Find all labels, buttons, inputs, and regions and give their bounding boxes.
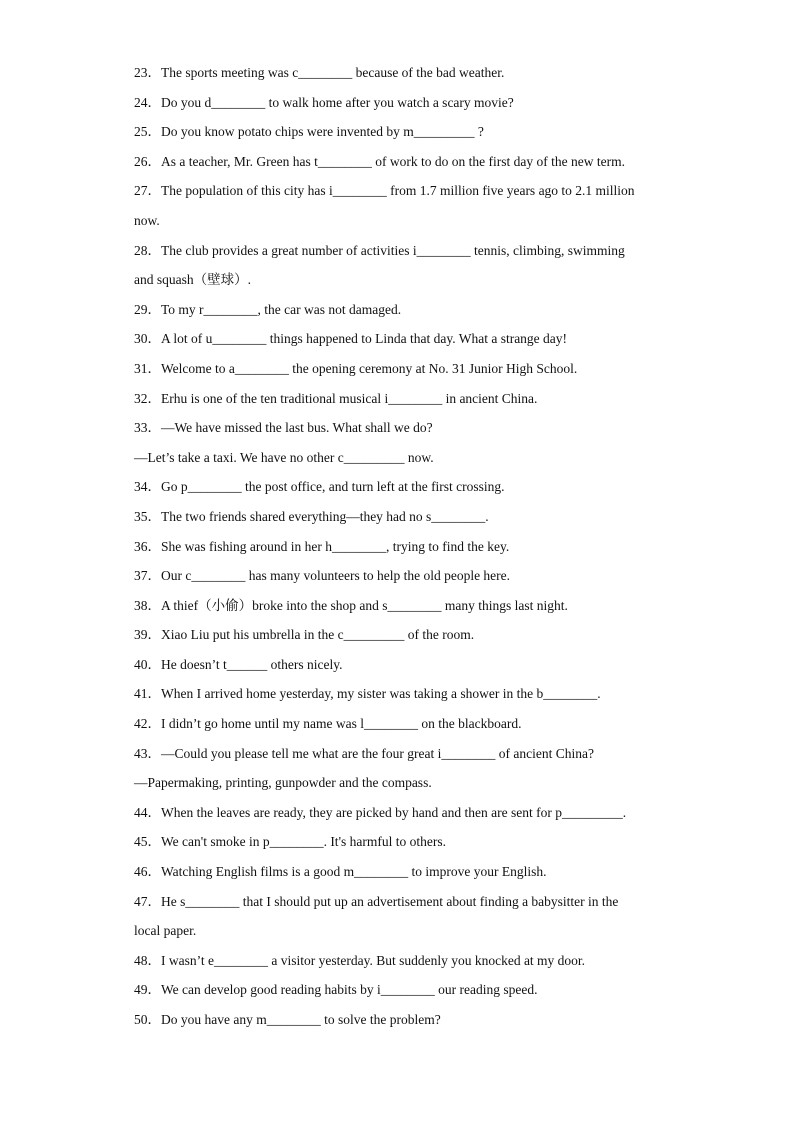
question-40: 40．He doesn’t t______ others nicely. <box>134 656 343 672</box>
question-38: 38．A thief（小偷）broke into the shop and s________ many things last night. <box>134 597 568 613</box>
question-47: 47．He s________ that I should put up an advertisement about finding a babysitter in the <box>134 893 619 909</box>
question-43-reply: —Papermaking, printing, gunpowder and the compass. <box>134 775 432 791</box>
question-34: 34．Go p________ the post office, and turn left at the first crossing. <box>134 479 505 495</box>
question-43: 43．—Could you please tell me what are the four great i________ of ancient China? <box>134 745 594 761</box>
question-49: 49．We can develop good reading habits by i________ our reading speed. <box>134 982 538 998</box>
question-50: 50．Do you have any m________ to solve the problem? <box>134 1012 441 1027</box>
question-26: 26．As a teacher, Mr. Green has t________ of work to do on the first day of the new term. <box>134 153 625 169</box>
worksheet-page <box>134 58 674 1035</box>
question-33-reply: —Let’s take a taxi. We have no other c_________ now. <box>134 449 434 465</box>
question-24: 24．Do you d________ to walk home after you watch a scary movie? <box>134 94 514 110</box>
question-36: 36．She was fishing around in her h________, trying to find the key. <box>134 538 510 554</box>
question-25: 25．Do you know potato chips were invented by m_________ ? <box>134 124 484 140</box>
question-44: 44．When the leaves are ready, they are picked by hand and then are sent for p_________. <box>134 804 627 820</box>
question-39: 39．Xiao Liu put his umbrella in the c_________ of the room. <box>134 627 475 643</box>
question-28: 28．The club provides a great number of activities i________ tennis, climbing, swimming <box>134 242 625 258</box>
question-31: 31．Welcome to a________ the opening ceremony at No. 31 Junior High School. <box>134 360 578 376</box>
question-42: 42．I didn’t go home until my name was l________ on the blackboard. <box>134 716 522 732</box>
question-23: 23．The sports meeting was c________ because of the bad weather. <box>134 65 505 80</box>
question-27: 27．The population of this city has i________ from 1.7 million five years ago to 2.1 million <box>134 183 635 199</box>
question-30: 30．A lot of u________ things happened to Linda that day. What a strange day! <box>134 331 568 347</box>
question-35: 35．The two friends shared everything—they had no s________. <box>134 508 489 524</box>
question-45: 45．We can't smoke in p________. It's harmful to others. <box>134 834 446 850</box>
question-48: 48．I wasn’t e________ a visitor yesterday. But suddenly you knocked at my door. <box>134 952 586 968</box>
question-27-continued: now. <box>134 212 160 228</box>
question-29: 29．To my r________, the car was not damaged. <box>134 301 402 317</box>
question-33: 33．—We have missed the last bus. What shall we do? <box>134 420 433 436</box>
question-37: 37．Our c________ has many volunteers to help the old people here. <box>134 568 511 584</box>
question-28-continued: and squash（壁球）. <box>134 272 251 288</box>
question-47-continued: local paper. <box>134 923 197 939</box>
question-46: 46．Watching English films is a good m________ to improve your English. <box>134 864 547 880</box>
question-41: 41．When I arrived home yesterday, my sister was taking a shower in the b________. <box>134 686 601 702</box>
question-32: 32．Erhu is one of the ten traditional musical i________ in ancient China. <box>134 390 538 406</box>
